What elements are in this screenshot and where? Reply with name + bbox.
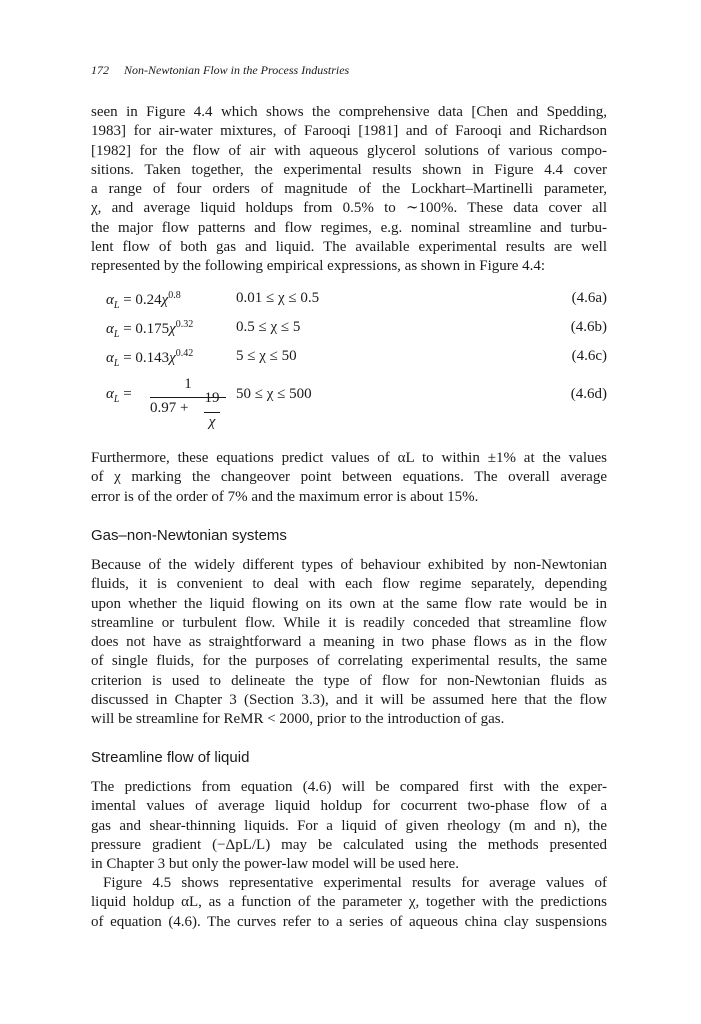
equation-lhs: $\alpha_L = 0.175\chi^{0.32}$ [106, 319, 194, 340]
equation-range: 50 ≤ χ ≤ 500 [236, 386, 312, 402]
running-header [91, 63, 349, 78]
text-line: a range of four orders of magnitude of the Lockhart–Martinelli parameter, [91, 181, 607, 198]
text-line: seen in Figure 4.4 which shows the comprehensive data [Chen and Spedding, [91, 104, 607, 120]
equation-4-6c [106, 348, 607, 370]
text-line: [1982] for the flow of air with aqueous glycerol solutions of various compo- [91, 142, 607, 159]
text-line: fluids, it is convenient to deal with each flow regime separately, depending [91, 576, 607, 593]
figure-discussion-paragraph [91, 874, 607, 932]
text-line: criterion is used to delineate the type of flow for non-Newtonian fluids as [91, 672, 607, 689]
text-line: imental values of average liquid holdup for cocurrent two-phase flow of a [91, 798, 607, 815]
text-line: of single fluids, for the purposes of correlating experimental results, the same [91, 653, 607, 670]
subsection-heading: Streamline flow of liquid [91, 749, 250, 766]
text-line: pressure gradient (−ΔpL/L) may be calculated using the methods presented [91, 836, 607, 853]
text-line: gas and shear-thinning liquids. For a liquid of given rheology (m and n), the [91, 817, 607, 834]
inner-numerator: 19 [204, 390, 220, 406]
fraction [150, 376, 226, 436]
text-line: of equation (4.6). The curves refer to a series of aqueous china clay suspensions [91, 913, 607, 930]
equation-range: 0.5 ≤ χ ≤ 5 [236, 319, 301, 335]
text-line: the major flow patterns and flow regimes, e.g. nominal streamline and turbu- [91, 219, 607, 236]
text-line: lent flow of both gas and liquid. The available experimental results are well [91, 239, 607, 256]
running-title: Non-Newtonian Flow in the Process Industries [124, 63, 350, 77]
inner-fraction-bar [204, 412, 220, 413]
equation-4-6b [106, 319, 607, 341]
subsection-paragraph [91, 778, 607, 874]
section-heading: Gas–non-Newtonian systems [91, 527, 287, 544]
text-line: upon whether the liquid flowing on its own at the same flow rate would be in [91, 595, 607, 612]
equation-number: (4.6d) [570, 386, 607, 402]
text-line: error is of the order of 7% and the maximum error is about 15%. [91, 488, 479, 505]
text-line: Because of the widely different types of behaviour exhibited by non-Newtonian [91, 557, 607, 573]
page-number: 172 [91, 63, 109, 77]
equation-lhs: $\alpha_L = 0.143\chi^{0.42}$ [106, 348, 194, 369]
text-line: does not have as straightforward a meaning in two phase flows as in the flow [91, 634, 607, 651]
section-paragraph [91, 556, 607, 730]
equation-range: 5 ≤ χ ≤ 50 [236, 348, 297, 364]
text-line: χ, and average liquid holdups from 0.5% to ∼100%. These data cover all [91, 200, 607, 217]
intro-paragraph [91, 103, 607, 277]
after-equations-paragraph [91, 449, 607, 507]
fraction-numerator: 1 [184, 376, 192, 392]
text-line: will be streamline for ReMR < 2000, prior to the introduction of gas. [91, 711, 505, 728]
equation-4-6d [106, 376, 607, 440]
text-line: in Chapter 3 but only the power-law model will be used here. [91, 856, 459, 873]
text-line: discussed in Chapter 3 (Section 3.3), and it will be assumed here that the flow [91, 692, 607, 709]
text-line: liquid holdup αL, as a function of the parameter χ, together with the predictions [91, 894, 607, 911]
inner-denominator: χ [208, 414, 216, 430]
fraction-denominator: 0.97 + [150, 400, 189, 416]
equation-4-6a [106, 290, 607, 312]
text-line: streamline or turbulent flow. While it is readily conceded that streamline flow [91, 614, 607, 631]
text-line: Figure 4.5 shows representative experimental results for average values of [103, 875, 607, 891]
text-line: 1983] for air-water mixtures, of Farooqi [1981] and of Farooqi and Richardson [91, 123, 607, 140]
equation-number: (4.6a) [571, 290, 607, 306]
equation-range: 0.01 ≤ χ ≤ 0.5 [236, 290, 320, 306]
equation-number: (4.6c) [571, 348, 607, 364]
text-line: sitions. Taken together, the experimental results shown in Figure 4.4 cover [91, 161, 607, 178]
equation-lhs: $\alpha_L$ = [106, 386, 132, 405]
text-line: The predictions from equation (4.6) will be compared first with the exper- [91, 779, 607, 795]
text-line: of χ marking the changeover point between equations. The overall average [91, 469, 607, 486]
text-line: Furthermore, these equations predict values of αL to within ±1% at the values [91, 450, 607, 466]
inner-fraction [202, 390, 222, 436]
equation-lhs: $\alpha_L = 0.24\chi^{0.8}$ [106, 290, 181, 311]
equation-number: (4.6b) [570, 319, 607, 335]
text-line: represented by the following empirical expressions, as shown in Figure 4.4: [91, 258, 546, 275]
